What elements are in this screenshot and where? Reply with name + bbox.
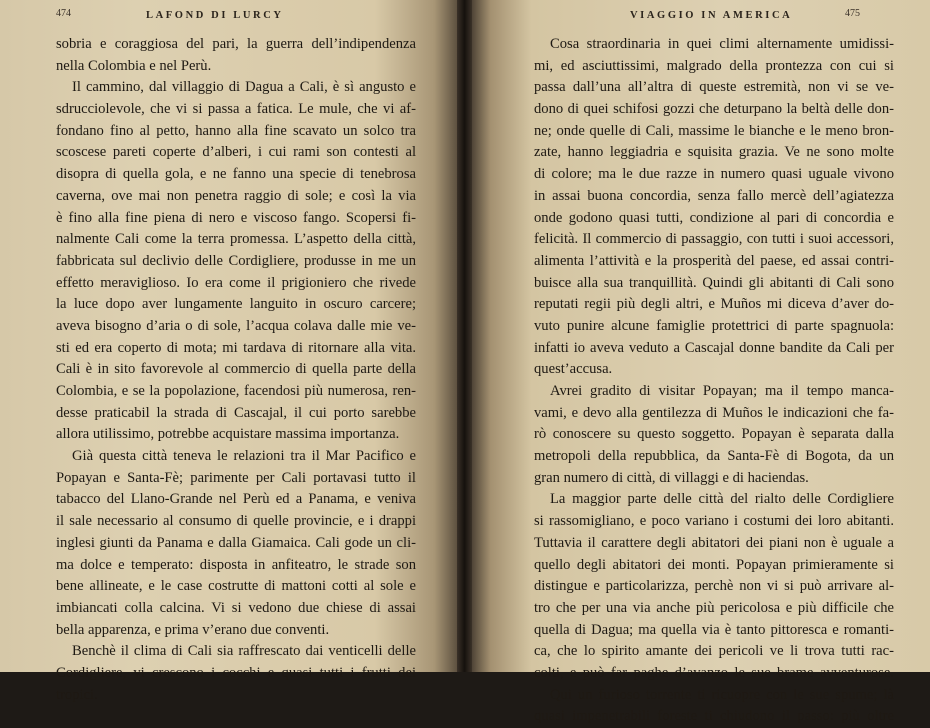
left-page-number: 474 — [56, 8, 71, 19]
text-line: metropoli della repubblica, da Santa-Fè di Bogota, da un — [534, 448, 894, 465]
text-line: quest’accusa. — [534, 361, 613, 378]
text-line: nalmente Cali come la terra promessa. L’aspetto della città, — [56, 231, 416, 248]
text-line: disopra di quella gola, e ne fanno una specie di tenebrosa — [56, 166, 416, 183]
text-line: di colore; ma le due razze in numero quasi uguale vivono — [534, 166, 894, 183]
text-line: ne; onde quelle di Cali, massime le bianche e le meno bron- — [534, 122, 894, 139]
text-line: scoscese pareti coperte d’alberi, i cui rami son contesti al — [56, 144, 416, 161]
text-line: allora utilissimo, potrebbe acquistare massima importanza. — [56, 426, 400, 443]
text-line: ma dolce e temperato: disposta in anfiteatro, le strade son — [56, 556, 416, 573]
text-line: è fino alla fine piena di nero e viscoso fango. Scopersi fi- — [56, 209, 416, 226]
text-line: tro che per una via anche più pericolosa e più difficile che — [534, 599, 894, 616]
text-line: Colombia, e se la popolazione, facendosi più numerosa, ren- — [56, 383, 416, 399]
text-line: quella di Dagua; ma quella via è tanto pittoresca e romanti- — [534, 621, 894, 638]
text-line: tropici. — [56, 686, 98, 703]
text-line: fondano fino al petto, hanno alla fine scavato un solco tra — [56, 122, 416, 139]
text-line: vuto punire alcune famiglie protettrici di parte spagnuola: — [534, 317, 894, 334]
text-line: mi, ed asciuttissimi, malgrado della prontezza con cui si — [534, 57, 894, 74]
text-line: imbiancati colla calcina. Vi si vedono due chiese di assai — [56, 599, 416, 616]
text-line: sti ed era coperto di mota; mi tardava di ritornare alla vita. — [56, 339, 416, 356]
text-line: gran numero di città, di villaggi e di haciendas. — [534, 469, 809, 486]
text-line: quello degli abitatori dei monti. Popayan primieramente si — [534, 556, 894, 573]
text-line: si rassomigliano, e poco variano i costumi dei loro abitanti. — [534, 513, 894, 530]
left-running-head: LAFOND DI LURCY — [146, 10, 284, 21]
text-line: Popayan e Santa-Fè; parimente per Cali portavasi tutto il — [56, 469, 416, 486]
text-line: il sale necessario al consumo di quelle provincie, e i drappi — [56, 513, 416, 530]
text-line: inglesi giunti da Panama e dalla Giamaica. Cali gode un cli- — [56, 534, 416, 551]
text-line: aveva bisogno d’aria o di sole, l’acqua colava dalle mie ve- — [56, 317, 416, 334]
text-line: tabacco del Llano-Grande nel Perù ed a Panama, e veniva — [56, 491, 416, 508]
text-line: Cali è in sito favorevole al commercio di quella parte della — [56, 361, 416, 378]
text-line: alimenta l’attività e la prosperità del paese, ed assai contri- — [534, 252, 894, 269]
text-line: La maggior parte delle città del rialto delle Cordigliere — [550, 491, 894, 508]
text-line: onde godono quasi tutti, condizione al pari di concordia e — [534, 209, 894, 226]
text-line: la luce dopo aver lungamente languito in oscuro carcere; — [56, 296, 416, 313]
text-line: Cosa straordinaria in quei climi alternamente umidissi- — [550, 36, 894, 52]
text-line: caverna, ove mai non penetra raggio di sole; e così la via — [56, 187, 416, 204]
text-line: Tuttavia il carattere degli abitatori dei piani non è uguale a — [534, 534, 894, 551]
text-line: quasi impenetrabili foreste ti chiudono il passo: più oltre — [534, 708, 894, 725]
text-line: Già questa città teneva le relazioni tra il Mar Pacifico e — [72, 448, 416, 465]
text-line: fabbricata sul declivio delle Cordigliere, produsse in me un — [56, 252, 416, 269]
right-page-body — [534, 34, 894, 728]
right-running-head: VIAGGIO IN AMERICA — [630, 10, 793, 21]
text-line: in assai buona concordia, senza fallo mercè dell’agiatezza — [534, 187, 894, 204]
text-line: bene allineate, e le case costrutte di mattoni cotti al sole e — [56, 578, 416, 595]
book-gutter — [457, 0, 472, 672]
text-line: passa dall’una all’altra di queste estremità, non vi se ve- — [534, 79, 894, 96]
text-line: vami, e devo alla gentilezza di Muños le indicazioni che fa- — [534, 404, 894, 421]
text-line: zate, hanno leggiadria e squisita grazia. Ve ne sono molte — [534, 144, 894, 161]
left-page — [0, 0, 457, 703]
text-line: dono di quei schifosi gozzi che deturpano la beltà delle don- — [534, 101, 894, 118]
text-line: bella apparenza, e prima v’erano due conventi. — [56, 621, 330, 638]
text-line: Il cammino, dal villaggio di Dagua a Cali, è sì angusto e — [72, 79, 416, 96]
right-page-header — [534, 8, 894, 28]
left-page-header — [56, 8, 416, 28]
text-line: buisce alla sua tranquillità. Quindi gli abitanti di Cali sono — [534, 274, 894, 291]
text-line: distingue e particolarizza, perchè non vi si può arrivare al- — [534, 578, 894, 595]
text-line: Avrei gradito di visitar Popayan; ma il tempo manca- — [550, 383, 894, 399]
right-page-number: 475 — [845, 8, 860, 19]
right-page — [472, 0, 930, 725]
text-line: Qui un furioso torrente ti ricuopre con le sue spume; là — [550, 686, 894, 703]
text-line: sobria e coraggiosa del pari, la guerra dell’indipendenza — [56, 36, 416, 52]
text-line: Cordigliere, vi crescono i cocchi e quasi tutti i frutti dei — [56, 664, 416, 681]
text-line: felicità. Il commercio di passaggio, con tutti i suoi accessori, — [534, 231, 894, 248]
left-page-body — [56, 34, 416, 706]
text-line: desse praticabil la strada di Cascajal, il cui porto sarebbe — [56, 404, 416, 421]
text-line: colti, e può far paghe d’avanzo le sue brame avventurose. — [534, 664, 894, 681]
text-line: Benchè il clima di Cali sia raffrescato dai venticelli delle — [72, 643, 416, 660]
text-line: infatti io aveva veduto a Cascajal donne bandite da Cali per — [534, 339, 894, 356]
text-line: effetto meraviglioso. Io era come il prigioniero che rivede — [56, 274, 416, 291]
text-line: rò conoscere su questo soggetto. Popayan è separata dalla — [534, 426, 894, 443]
text-line: reputati regii più degli altri, e Muños mi diceva d’aver do- — [534, 296, 894, 313]
text-line: sdrucciolevole, che vi si passa a fatica. Le mule, che vi af- — [56, 101, 416, 118]
text-line: ca, che lo spirito amante dei pericoli ve li trova tutti rac- — [534, 643, 894, 660]
text-line: nella Colombia e nel Perù. — [56, 57, 212, 74]
